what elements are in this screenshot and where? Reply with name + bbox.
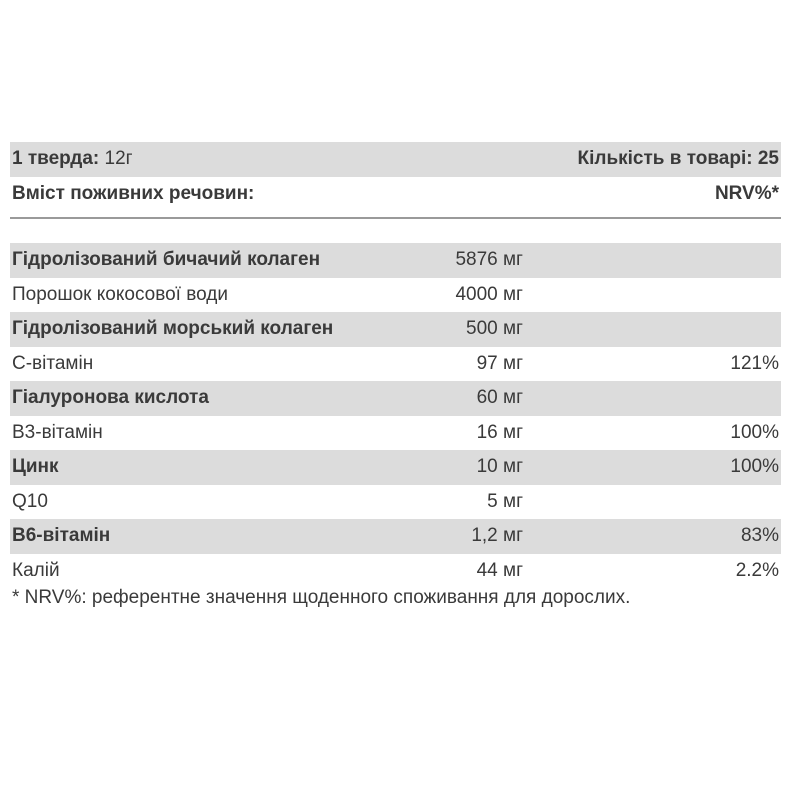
nutrient-nrv: 121%	[730, 352, 779, 374]
nutrient-row	[10, 347, 781, 382]
nutrient-nrv: 100%	[730, 456, 779, 477]
nutrient-amount: 44 мг	[476, 559, 523, 581]
nutrient-name: Порошок кокосової води	[12, 283, 228, 305]
nutrition-table	[10, 142, 781, 588]
serving-value: 12г	[104, 148, 133, 169]
nutrient-row	[10, 450, 781, 485]
serving-row	[10, 142, 781, 177]
nutrient-nrv: 2.2%	[735, 559, 779, 581]
nutrient-amount: 4000 мг	[455, 283, 523, 305]
nutrient-row	[10, 416, 781, 451]
quantity-value: 25	[757, 148, 779, 169]
nutrient-row	[10, 243, 781, 278]
nutrient-name: Цинк	[12, 456, 59, 477]
serving-info	[12, 142, 133, 177]
nutrient-row	[10, 554, 781, 589]
nutrient-amount: 16 мг	[476, 421, 523, 443]
serving-label: 1 тверда:	[12, 148, 100, 169]
footnote: * NRV%: референтне значення щоденного споживання для дорослих.	[12, 587, 631, 608]
nutrient-row	[10, 312, 781, 347]
nutrient-row	[10, 485, 781, 520]
nutrient-amount: 500 мг	[466, 318, 523, 339]
nutrient-nrv: 83%	[740, 525, 779, 546]
nutrient-name: C-вітамін	[12, 352, 94, 374]
nrv-header: NRV%*	[714, 182, 779, 204]
nutrient-name: Q10	[12, 490, 48, 512]
nutrient-row	[10, 381, 781, 416]
nutrient-amount: 10 мг	[476, 456, 523, 477]
nutrient-nrv: 100%	[730, 421, 779, 443]
nutrient-amount: 1,2 мг	[471, 525, 523, 546]
nutrient-row	[10, 519, 781, 554]
nutrient-name: Гідролізований бичачий колаген	[12, 249, 321, 270]
nutrient-name: Гідролізований морський колаген	[12, 318, 334, 339]
nutrient-list	[10, 243, 781, 588]
nutrient-amount: 5 мг	[487, 490, 523, 512]
content-header-row	[10, 177, 781, 212]
nutrient-amount: 60 мг	[476, 387, 523, 408]
quantity-info	[578, 142, 780, 177]
nutrient-name: B6-вітамін	[12, 525, 111, 546]
content-label: Вміст поживних речовин:	[12, 182, 255, 204]
nutrient-name: B3-вітамін	[12, 421, 103, 443]
nutrient-name: Калій	[12, 559, 60, 581]
quantity-label: Кількість в товарі:	[577, 148, 753, 169]
nutrient-name: Гіалуронова кислота	[12, 387, 209, 408]
nutrient-amount: 97 мг	[476, 352, 523, 374]
nutrient-amount: 5876 мг	[455, 249, 523, 270]
header-gap	[10, 211, 781, 243]
nutrient-row	[10, 278, 781, 313]
header-divider	[10, 217, 781, 219]
